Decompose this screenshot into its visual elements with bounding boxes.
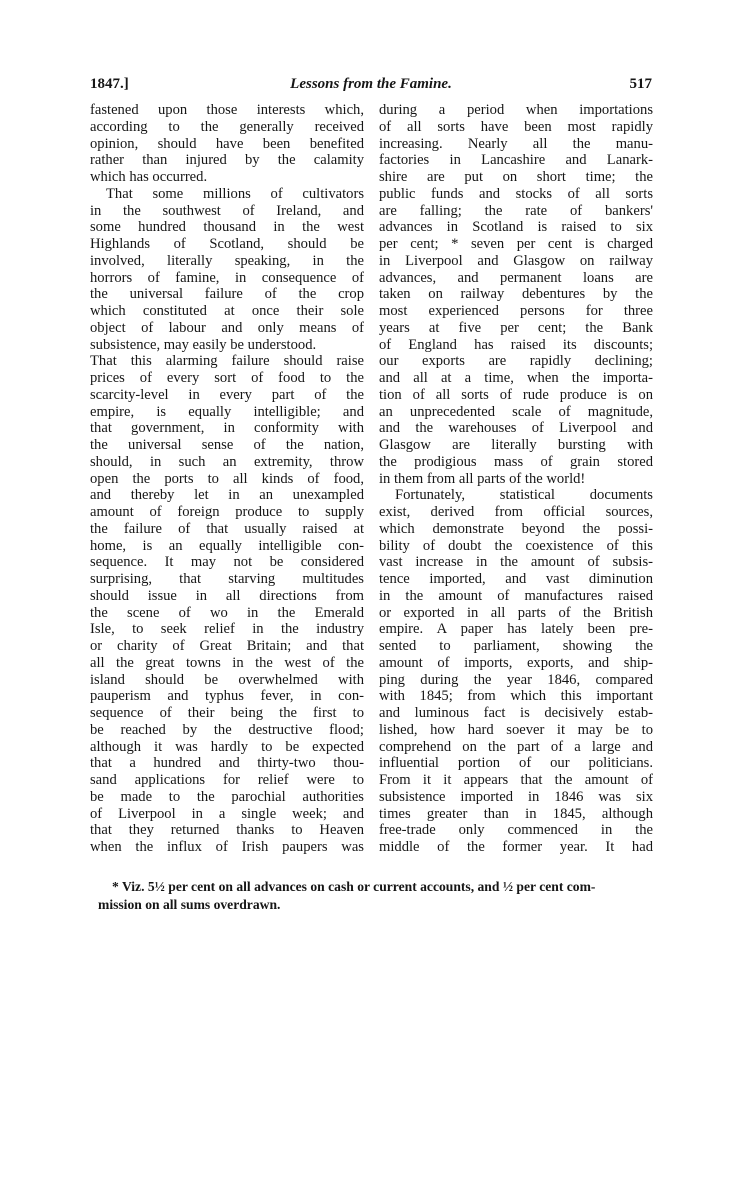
- text-line: middle of the former year. It had: [379, 839, 653, 855]
- text-line: that a hundred and thirty-two thou-: [90, 755, 364, 772]
- text-line: advances in Scotland is raised to six: [379, 219, 653, 236]
- text-line: influential portion of our politicians.: [379, 755, 653, 772]
- text-line: and thereby let in an unexampled: [90, 487, 364, 504]
- text-line: rather than injured by the calamity: [90, 152, 364, 169]
- text-line: factories in Lancashire and Lanark-: [379, 152, 653, 169]
- text-line: lished, how hard soever it may be to: [379, 721, 653, 738]
- text-line: and the warehouses of Liverpool and: [379, 420, 653, 437]
- text-line: per cent; * seven per cent is charged: [379, 236, 653, 252]
- running-title: Lessons from the Famine.: [290, 76, 452, 92]
- text-line: shire are put on short time; the: [379, 169, 653, 185]
- text-line: open the ports to all kinds of food,: [90, 470, 364, 487]
- text-line: during a period when importations: [379, 102, 653, 118]
- footnote-line: * Viz. 5½ per cent on all advances on cash or current accounts, and ½ per cent com-: [112, 879, 596, 894]
- text-line: years at five per cent; the Bank: [379, 319, 653, 336]
- text-line: all the great towns in the west of the: [90, 654, 364, 671]
- text-line: scarcity-level in every part of the: [90, 386, 364, 403]
- text-line: should issue in all directions from: [90, 587, 364, 604]
- text-line: home, is an equally intelligible con-: [90, 537, 364, 554]
- text-line: the universal sense of the nation,: [90, 437, 364, 453]
- text-line: in Liverpool and Glasgow on railway: [379, 252, 653, 269]
- text-line: be reached by the destructive flood;: [90, 721, 364, 738]
- text-line: prices of every sort of food to the: [90, 370, 364, 386]
- text-line: fastened upon those interests which,: [90, 102, 364, 118]
- text-line: when the influx of Irish paupers was: [90, 839, 364, 855]
- text-line: sand applications for relief were to: [90, 772, 364, 788]
- text-line: or exported in all parts of the British: [379, 604, 653, 621]
- text-line: of England has raised its discounts;: [379, 336, 653, 353]
- text-line: our exports are rapidly declining;: [379, 353, 653, 370]
- right-text-column: [379, 102, 653, 857]
- text-line: of all sorts have been most rapidly: [379, 118, 653, 135]
- text-line: be made to the parochial authorities: [90, 788, 364, 805]
- text-line: are falling; the rate of bankers': [379, 202, 653, 219]
- text-line: an unprecedented scale of magnitude,: [379, 403, 653, 420]
- running-header: [90, 76, 652, 98]
- text-line: free-trade only commenced in the: [379, 822, 653, 839]
- page-number: 517: [629, 76, 652, 92]
- left-text-column: [90, 102, 364, 857]
- header-year: 1847.]: [90, 76, 129, 92]
- text-line: empire, is equally intelligible; and: [90, 403, 364, 420]
- text-line: sented to parliament, showing the: [379, 638, 653, 654]
- text-line: pauperism and typhus fever, in con-: [90, 688, 364, 705]
- text-line: which constituted at once their sole: [90, 303, 364, 319]
- footnote-line: mission on all sums overdrawn.: [98, 897, 281, 912]
- text-line: Fortunately, statistical documents: [395, 487, 653, 504]
- text-line: with 1845; from which this important: [379, 688, 653, 705]
- text-line: Highlands of Scotland, should be: [90, 236, 364, 252]
- text-line: that government, in conformity with: [90, 420, 364, 437]
- text-line: ping during the year 1846, compared: [379, 671, 653, 688]
- text-line: bility of doubt the coexistence of this: [379, 537, 653, 554]
- text-line: most experienced persons for three: [379, 303, 653, 319]
- text-line: horrors of famine, in consequence of: [90, 269, 364, 286]
- text-line: amount of foreign produce to supply: [90, 504, 364, 520]
- text-line: tion of all sorts of rude produce is on: [379, 386, 653, 403]
- text-line: the failure of that usually raised at: [90, 520, 364, 537]
- text-line: in the southwest of Ireland, and: [90, 202, 364, 219]
- text-line: some hundred thousand in the west: [90, 219, 364, 236]
- text-line: [90, 856, 364, 857]
- text-line: vast increase in the amount of subsis-: [379, 554, 653, 571]
- text-line: the universal failure of the crop: [90, 286, 364, 303]
- text-line: although it was hardly to be expected: [90, 738, 364, 755]
- text-line: sequence of their being the first to: [90, 705, 364, 721]
- text-line: involved, literally speaking, in the: [90, 252, 364, 269]
- text-line: sequence. It may not be considered: [90, 554, 364, 571]
- text-line: object of labour and only means of: [90, 319, 364, 336]
- text-line: island should be overwhelmed with: [90, 671, 364, 688]
- text-line: should, in such an extremity, throw: [90, 453, 364, 470]
- text-line: tence imported, and vast diminution: [379, 571, 653, 587]
- text-line: advances, and permanent loans are: [379, 269, 653, 286]
- text-line: surprising, that starving multitudes: [90, 571, 364, 587]
- text-line: times greater than in 1845, although: [379, 805, 653, 822]
- text-line: That some millions of cultivators: [106, 185, 364, 202]
- text-line: Isle, to seek relief in the industry: [90, 621, 364, 638]
- text-line: From it it appears that the amount of: [379, 772, 653, 788]
- text-line: amount of imports, exports, and ship-: [379, 654, 653, 671]
- text-line: which demonstrate beyond the possi-: [379, 520, 653, 537]
- text-line: empire. A paper has lately been pre-: [379, 621, 653, 638]
- text-line: that they returned thanks to Heaven: [90, 822, 364, 839]
- text-line: comprehend on the part of a large and: [379, 738, 653, 755]
- text-line: [379, 856, 653, 857]
- text-line: the scene of wo in the Emerald: [90, 604, 364, 621]
- text-line: according to the generally received: [90, 118, 364, 135]
- text-line: exist, derived from official sources,: [379, 504, 653, 520]
- text-line: subsistence, may easily be understood.: [90, 336, 317, 353]
- text-line: Glasgow are literally bursting with: [379, 437, 653, 453]
- text-line: in them from all parts of the world!: [379, 470, 586, 487]
- text-line: and luminous fact is decisively estab-: [379, 705, 653, 721]
- text-line: taken on railway debentures by the: [379, 286, 653, 303]
- text-line: which has occurred.: [90, 169, 208, 185]
- text-line: subsistence imported in 1846 was six: [379, 788, 653, 805]
- text-line: increasing. Nearly all the manu-: [379, 135, 653, 152]
- text-line: of Liverpool in a single week; and: [90, 805, 364, 822]
- text-line: and all at a time, when the importa-: [379, 370, 653, 386]
- text-line: in the amount of manufactures raised: [379, 587, 653, 604]
- text-line: or charity of Great Britain; and that: [90, 638, 364, 654]
- text-line: That this alarming failure should raise: [90, 353, 364, 370]
- footnote: [98, 878, 652, 914]
- text-line: the prodigious mass of grain stored: [379, 453, 653, 470]
- text-line: opinion, should have been benefited: [90, 135, 364, 152]
- text-line: public funds and stocks of all sorts: [379, 185, 653, 202]
